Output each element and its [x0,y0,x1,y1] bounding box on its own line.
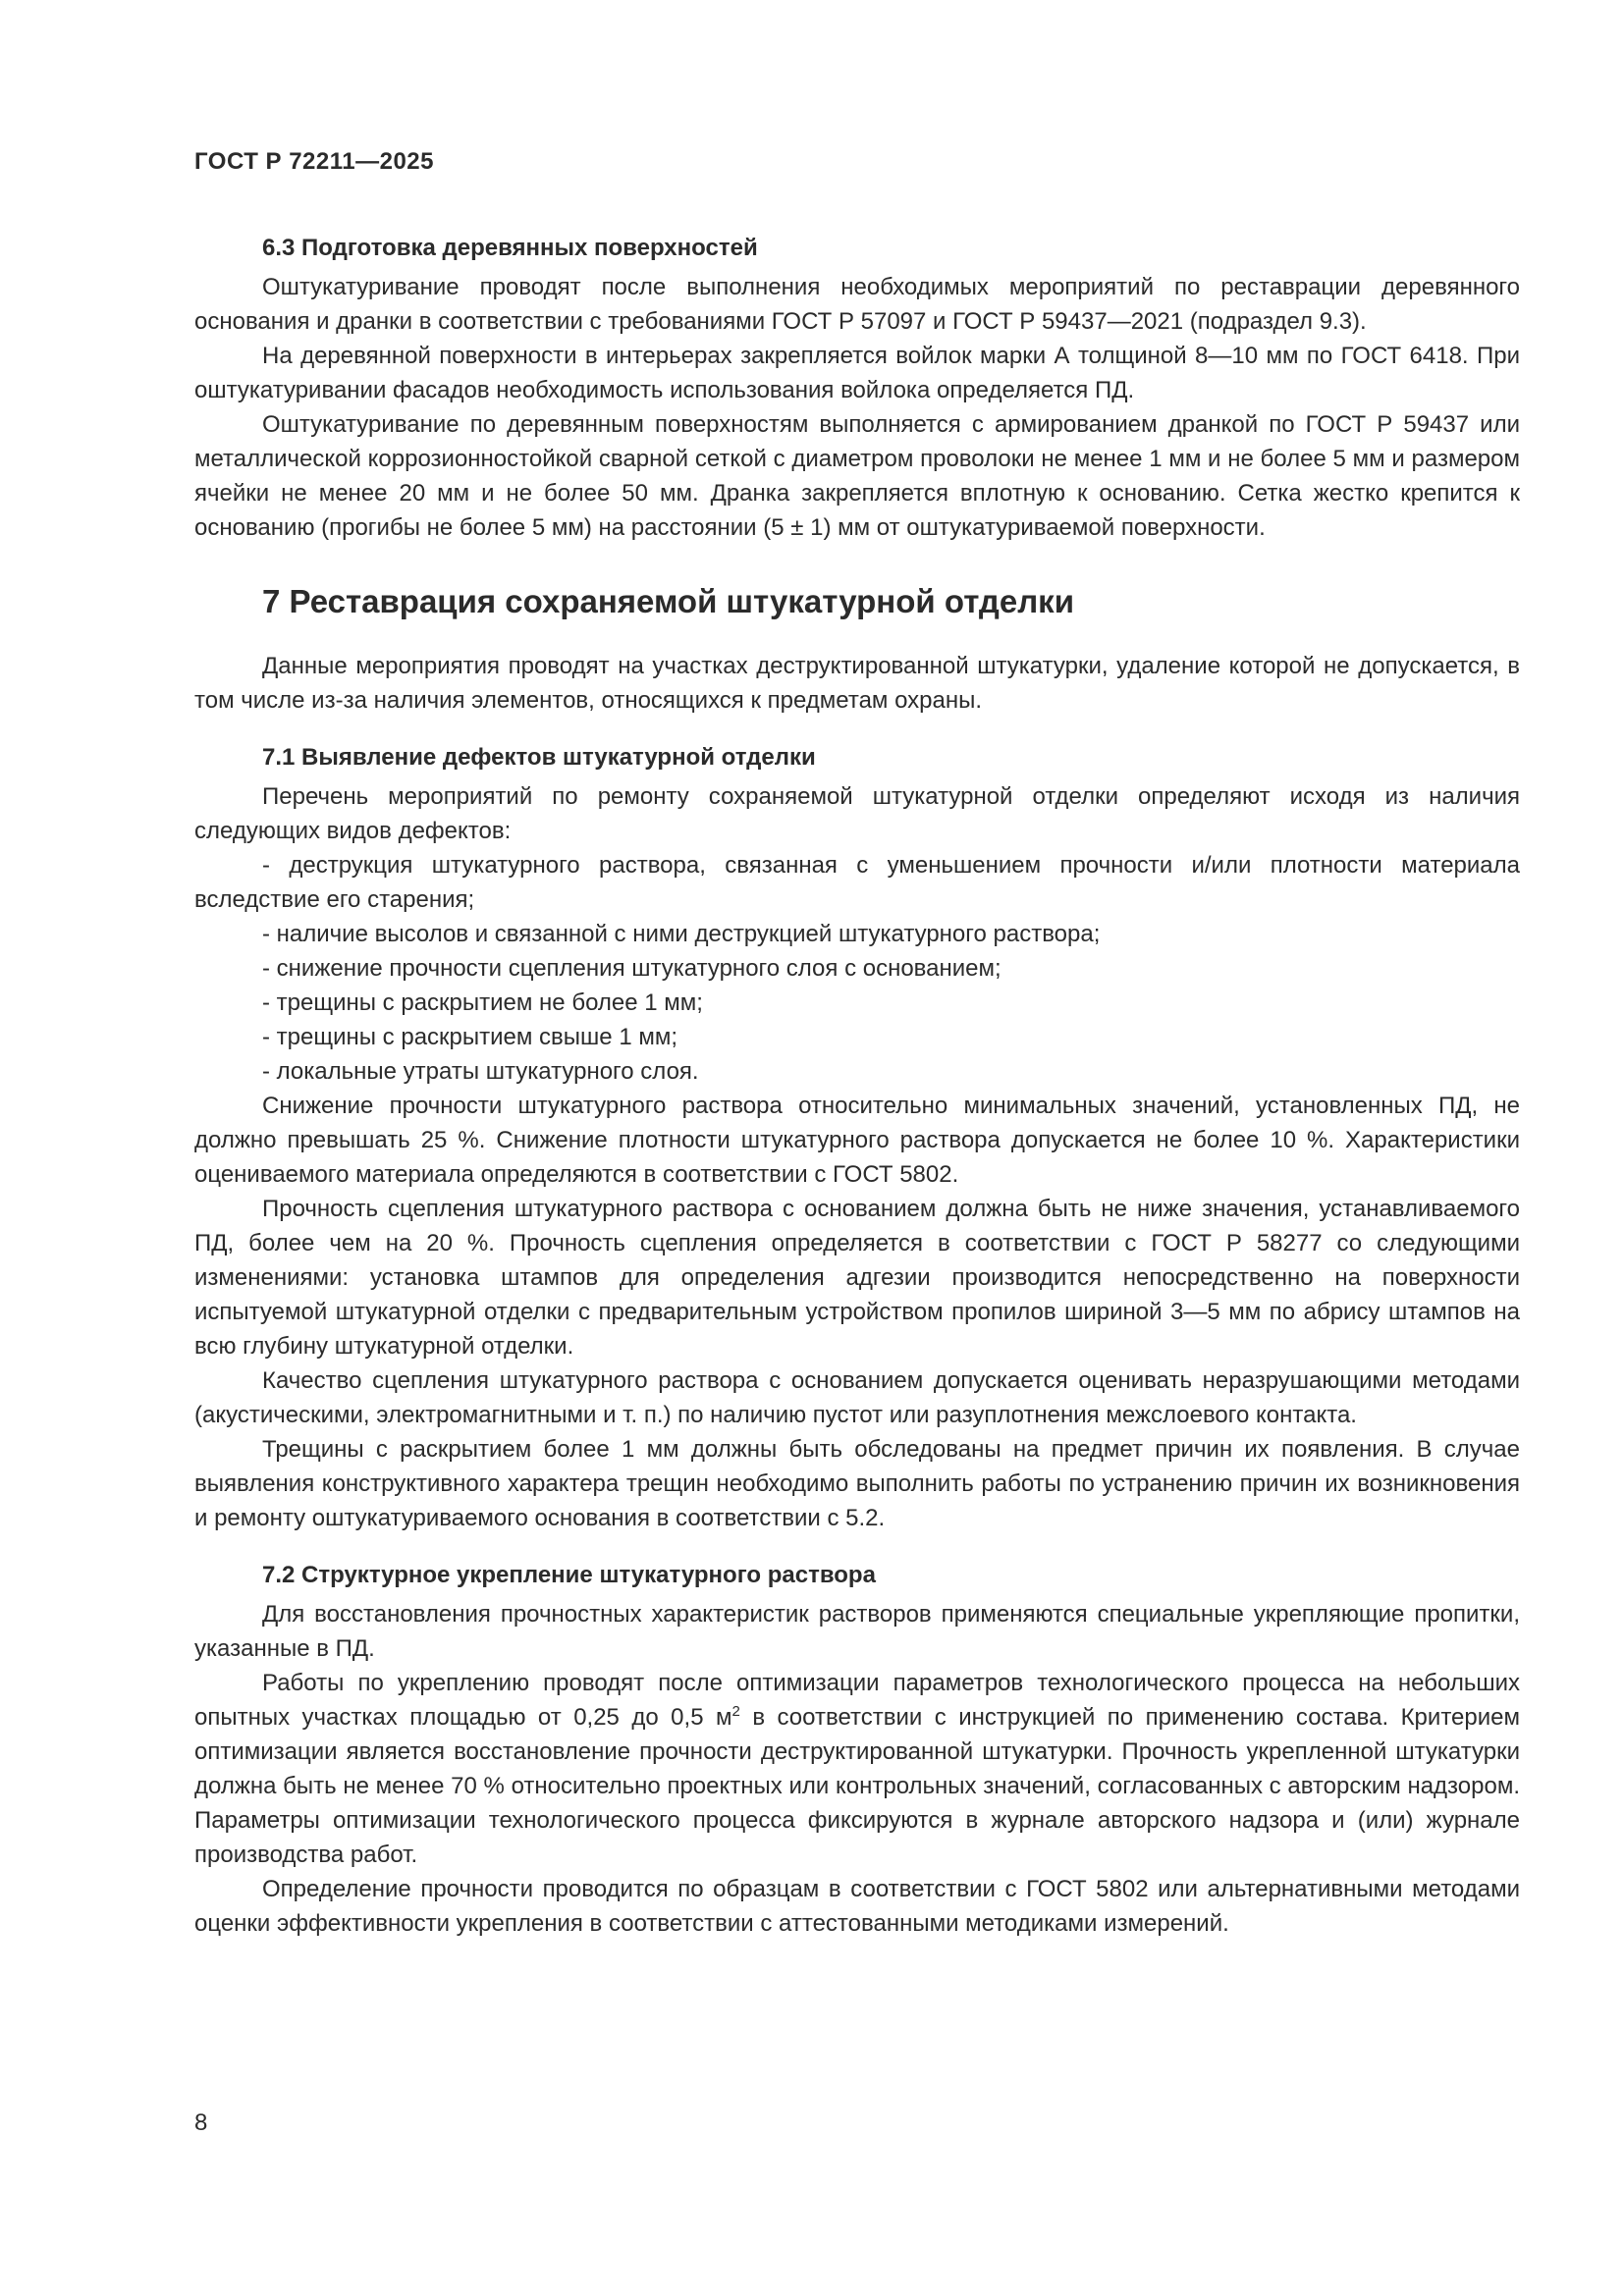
paragraph: Оштукатуривание по деревянным поверхностям выполняется с армированием дранкой по ГОСТ Р 59437 или металлической коррозионностойкой сварной сеткой с диаметром проволоки не менее 1 мм и не более 5 мм и размером ячейки не менее 20 мм и не более 50 мм. Дранка закрепляется вплотную к основанию. Сетка жестко крепится к основанию (прогибы не более 5 мм) на расстоянии (5 ± 1) мм от оштукатуриваемой поверхности. [194,411,1520,541]
paragraph: Снижение прочности штукатурного раствора относительно минимальных значений, установленных ПД, не должно превышать 25 %. Снижение плотности штукатурного раствора допускается не более 10 %. Характеристики оцениваемого материала определяются в соответствии с ГОСТ 5802. [194,1093,1520,1188]
paragraph: Перечень мероприятий по ремонту сохраняемой штукатурной отделки определяют исходя из наличия следующих видов дефектов: [194,783,1520,844]
chapter-title: 7 Реставрация сохраняемой штукатурной отделки [262,583,1074,619]
paragraph [194,1666,1520,1872]
paragraph: Оштукатуривание проводят после выполнения необходимых мероприятий по реставрации деревянного основания и дранки в соответствии с требованиями ГОСТ Р 57097 и ГОСТ Р 59437—2021 (подраздел 9.3). [194,274,1520,335]
list-item: - трещины с раскрытием свыше 1 мм; [262,1024,677,1050]
chapter-7 [194,582,1520,718]
section-7-1 [194,741,1520,1535]
section-title: 7.2 Структурное укрепление штукатурного раствора [262,1562,876,1588]
list-item: - деструкция штукатурного раствора, связанная с уменьшением прочности и/или плотности материала вследствие его старения; [194,852,1520,913]
list-item: - локальные утраты штукатурного слоя. [262,1058,699,1085]
section-6-3 [194,232,1520,545]
paragraph: Трещины с раскрытием более 1 мм должны быть обследованы на предмет причин их появления. В случае выявления конструктивного характера трещин необходимо выполнить работы по устранению причин их возникновения и ремонту оштукатуриваемого основания в соответствии с 5.2. [194,1436,1520,1531]
paragraph: Определение прочности проводится по образцам в соответствии с ГОСТ 5802 или альтернативными методами оценки эффективности укрепления в соответствии с аттестованными методиками измерений. [194,1876,1520,1937]
page-number: 8 [194,2109,208,2136]
paragraph: Для восстановления прочностных характеристик растворов применяются специальные укрепляющие пропитки, указанные в ПД. [194,1601,1520,1662]
list-item: - трещины с раскрытием не более 1 мм; [262,989,703,1016]
superscript: 2 [731,1703,740,1720]
section-7-2 [194,1559,1520,1941]
list-item: - снижение прочности сцепления штукатурного слоя с основанием; [262,955,1001,982]
paragraph-text: Работы по укреплению проводят после оптимизации параметров технологического процесса на небольших опытных участках площадью от 0,25 до 0,5 м [194,1670,1520,1731]
paragraph-text: в соответствии с инструкцией по применению состава. Критерием оптимизации является восстановление прочности деструктированной штукатурки. Прочность укрепленной штукатурки должна быть не менее 70 % относительно проектных или контрольных значений, согласованных с авторским надзором. Параметры оптимизации технологического процесса фиксируются в журнале авторского надзора и (или) журнале производства работ. [194,1704,1520,1868]
section-title: 7.1 Выявление дефектов штукатурной отделки [262,744,816,771]
paragraph: На деревянной поверхности в интерьерах закрепляется войлок марки А толщиной 8—10 мм по ГОСТ 6418. При оштукатуривании фасадов необходимость использования войлока определяется ПД. [194,343,1520,403]
document-page [194,147,1520,1941]
paragraph: Прочность сцепления штукатурного раствора с основанием должна быть не ниже значения, устанавливаемого ПД, более чем на 20 %. Прочность сцепления определяется в соответствии с ГОСТ Р 58277 со следующими изменениями: установка штампов для определения адгезии производится непосредственно на поверхности испытуемой штукатурной отделки с предварительным устройством пропилов шириной 3—5 мм по абрису штампов на всю глубину штукатурной отделки. [194,1196,1520,1360]
section-title: 6.3 Подготовка деревянных поверхностей [262,235,758,261]
list-item: - наличие высолов и связанной с ними деструкцией штукатурного раствора; [262,921,1101,947]
document-header: ГОСТ Р 72211—2025 [194,148,434,175]
paragraph: Данные мероприятия проводят на участках деструктированной штукатурки, удаление которой не допускается, в том числе из-за наличия элементов, относящихся к предметам охраны. [194,653,1520,714]
paragraph: Качество сцепления штукатурного раствора с основанием допускается оценивать неразрушающими методами (акустическими, электромагнитными и т. п.) по наличию пустот или разуплотнения межслоевого контакта. [194,1367,1520,1428]
